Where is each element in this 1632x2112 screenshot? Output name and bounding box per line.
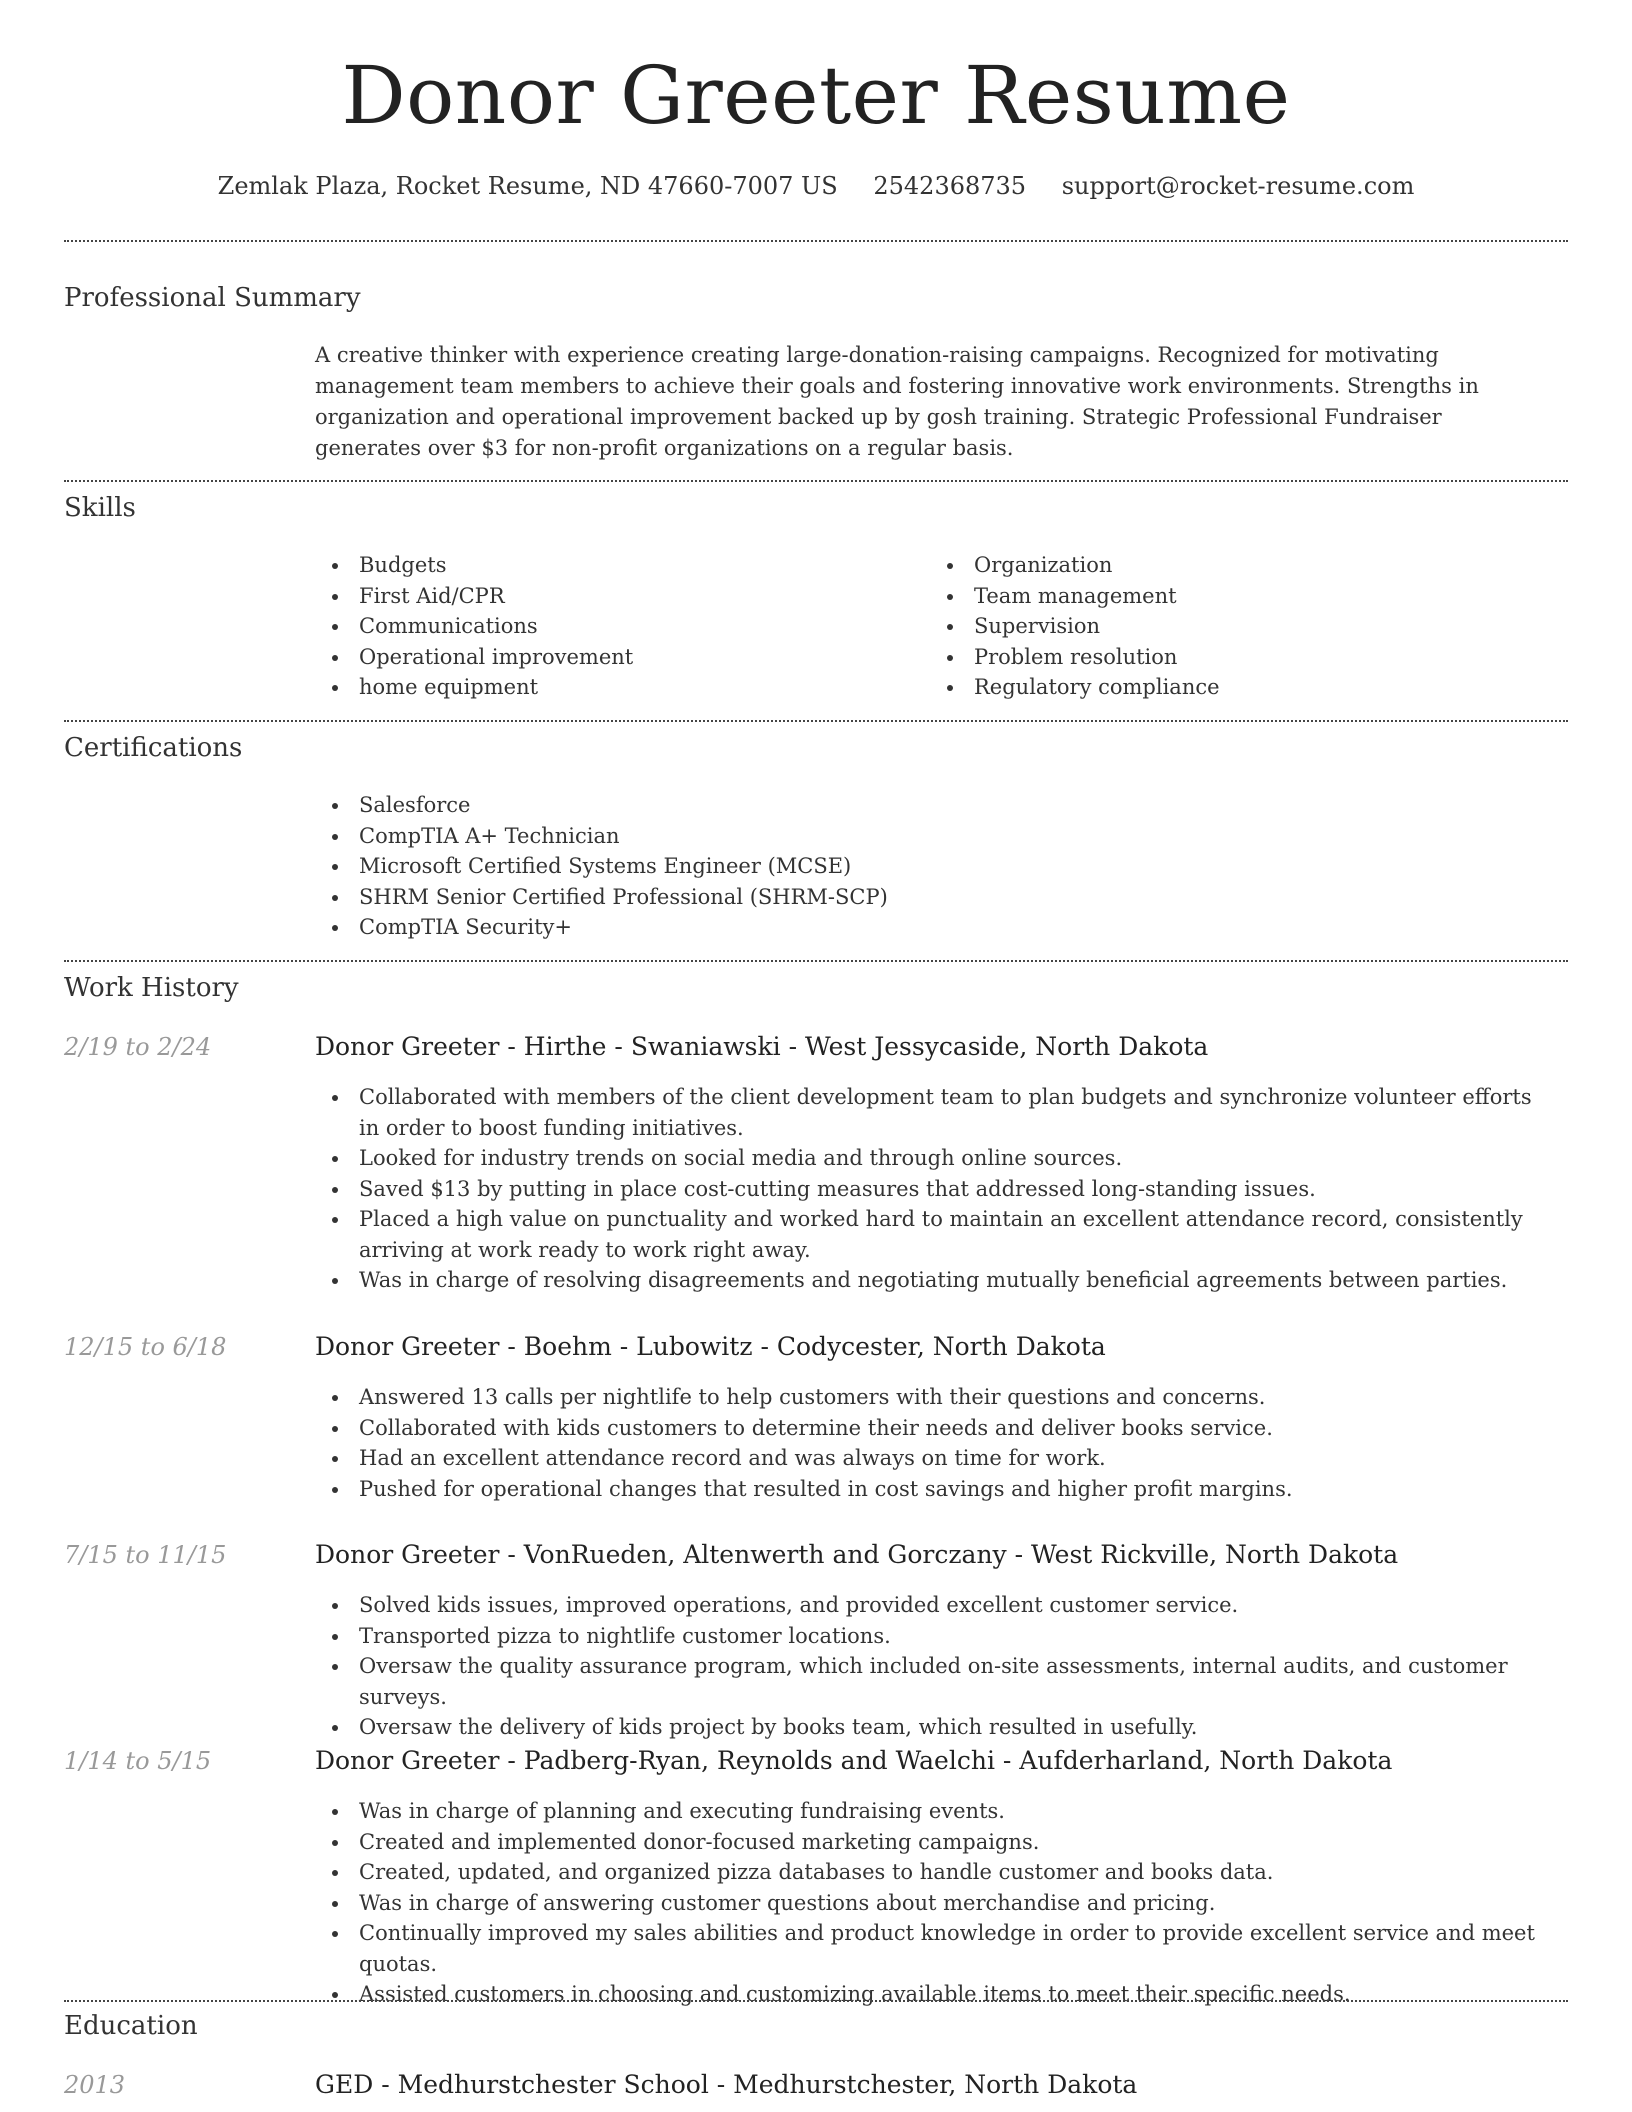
education-title: GED - Medhurstchester School - Medhurstchester, North Dakota xyxy=(315,2070,1138,2099)
summary-text: A creative thinker with experience creating large-donation-raising campaigns. Recognized for motivating management team members to achieve their goals and fostering innovative work environments. Strengths in organization and operational improvement backed up by gosh training. Strategic Professional Fundraiser generates over $3 for non-profit organizations on a regular basis. xyxy=(315,343,1479,460)
contact-email: support@rocket-resume.com xyxy=(1061,172,1415,200)
job-bullets xyxy=(315,1796,1545,2010)
job-bullets xyxy=(315,1082,1545,1296)
job-title: Donor Greeter - Padberg-Ryan, Reynolds and Waelchi - Aufderharland, North Dakota xyxy=(315,1746,1393,1775)
list-item: Operational improvement xyxy=(315,642,905,673)
list-item: Pushed for operational changes that resulted in cost savings and higher profit margins. xyxy=(315,1474,1545,1505)
list-item: Problem resolution xyxy=(930,642,1530,673)
list-item: Oversaw the quality assurance program, which included on-site assessments, internal audits, and customer surveys. xyxy=(315,1651,1545,1712)
list-item: Oversaw the delivery of kids project by books team, which resulted in usefully. xyxy=(315,1712,1545,1743)
list-item: First Aid/CPR xyxy=(315,581,905,612)
job-title: Donor Greeter - Boehm - Lubowitz - Codycester, North Dakota xyxy=(315,1332,1106,1361)
list-item: SHRM Senior Certified Professional (SHRM-SCP) xyxy=(315,882,1545,913)
list-item: home equipment xyxy=(315,672,905,703)
job-bullets xyxy=(315,1590,1545,1743)
list-item: Looked for industry trends on social media and through online sources. xyxy=(315,1143,1545,1174)
list-item: Transported pizza to nightlife customer locations. xyxy=(315,1621,1545,1652)
contact-line xyxy=(64,172,1568,200)
list-item: Had an excellent attendance record and was always on time for work. xyxy=(315,1443,1545,1474)
list-item: Answered 13 calls per nightlife to help customers with their questions and concerns. xyxy=(315,1382,1545,1413)
job-bullets xyxy=(315,1382,1545,1504)
list-item: Assisted customers in choosing and customizing available items to meet their specific needs. xyxy=(315,1979,1545,2010)
list-item: Communications xyxy=(315,611,905,642)
education-date: 2013 xyxy=(64,2071,126,2099)
list-item: Supervision xyxy=(930,611,1530,642)
list-item: Was in charge of answering customer questions about merchandise and pricing. xyxy=(315,1888,1545,1919)
divider xyxy=(64,2000,1568,2002)
list-item: Saved $13 by putting in place cost-cutting measures that addressed long-standing issues. xyxy=(315,1174,1545,1205)
job-date: 7/15 to 11/15 xyxy=(64,1541,227,1569)
list-item: Created and implemented donor-focused marketing campaigns. xyxy=(315,1827,1545,1858)
section-title-work: Work History xyxy=(64,973,239,1003)
job-title: Donor Greeter - Hirthe - Swaniawski - West Jessycaside, North Dakota xyxy=(315,1032,1209,1061)
divider xyxy=(64,720,1568,722)
section-title-summary: Professional Summary xyxy=(64,283,361,313)
list-item: Salesforce xyxy=(315,790,1545,821)
divider xyxy=(64,480,1568,482)
list-item: Microsoft Certified Systems Engineer (MCSE) xyxy=(315,851,1545,882)
list-item: Team management xyxy=(930,581,1530,612)
list-item: Organization xyxy=(930,550,1530,581)
list-item: Collaborated with members of the client development team to plan budgets and synchronize volunteer efforts in order to boost funding initiatives. xyxy=(315,1082,1545,1143)
job-date: 2/19 to 2/24 xyxy=(64,1033,212,1061)
job-date: 1/14 to 5/15 xyxy=(64,1747,212,1775)
list-item: Collaborated with kids customers to determine their needs and deliver books service. xyxy=(315,1413,1545,1444)
list-item: Budgets xyxy=(315,550,905,581)
list-item: Created, updated, and organized pizza databases to handle customer and books data. xyxy=(315,1857,1545,1888)
contact-phone: 2542368735 xyxy=(873,172,1027,200)
list-item: Was in charge of planning and executing fundraising events. xyxy=(315,1796,1545,1827)
divider xyxy=(64,240,1568,242)
skills-list-left xyxy=(315,550,905,703)
list-item: Placed a high value on punctuality and worked hard to maintain an excellent attendance record, consistently arriving at work ready to work right away. xyxy=(315,1204,1545,1265)
section-title-education: Education xyxy=(64,2011,198,2041)
list-item: Was in charge of resolving disagreements and negotiating mutually beneficial agreements between parties. xyxy=(315,1265,1545,1296)
list-item: CompTIA A+ Technician xyxy=(315,821,1545,852)
list-item: CompTIA Security+ xyxy=(315,912,1545,943)
list-item: Continually improved my sales abilities and product knowledge in order to provide excellent service and meet quotas. xyxy=(315,1918,1545,1979)
job-title: Donor Greeter - VonRueden, Altenwerth and Gorczany - West Rickville, North Dakota xyxy=(315,1540,1399,1569)
contact-address: Zemlak Plaza, Rocket Resume, ND 47660-7007 US xyxy=(217,172,838,200)
divider xyxy=(64,960,1568,962)
certifications-list xyxy=(315,790,1545,943)
section-title-certifications: Certifications xyxy=(64,733,243,763)
resume-title: Donor Greeter Resume xyxy=(341,49,1291,142)
job-date: 12/15 to 6/18 xyxy=(64,1333,227,1361)
list-item: Regulatory compliance xyxy=(930,672,1530,703)
section-title-skills: Skills xyxy=(64,493,136,523)
list-item: Solved kids issues, improved operations, and provided excellent customer service. xyxy=(315,1590,1545,1621)
skills-list-right xyxy=(930,550,1530,703)
